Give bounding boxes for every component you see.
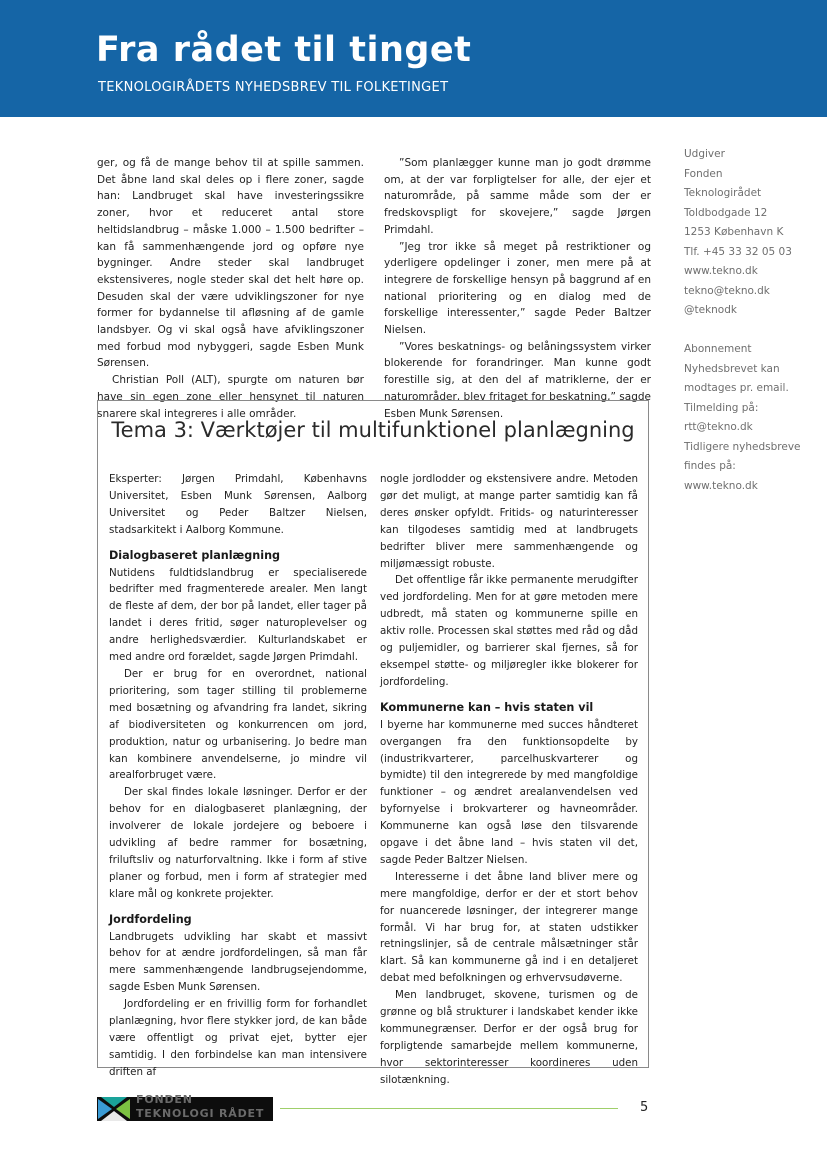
article-paragraph: ”Som planlægger kunne man jo godt drømme om, at der var forpligtelser for alle, der ejer et naturområde, på samme måde som der er fredskovspligt for skovejere,” sagde Jørgen Primdahl. <box>384 157 651 236</box>
article-paragraph: ”Vores beskatnings- og belåningssystem virker blokerende for forandringer. Man kunne godt forestille sig, at den del af matriklerne, der er naturområder, blev fritaget for beskatning,” sagde Esben Munk Sørensen. <box>384 340 651 420</box>
newsletter-title: Fra rådet til tinget <box>96 30 472 70</box>
article-paragraph: ”Jeg tror ikke så meget på restriktioner og yderligere opdelinger i zoner, men mere på at integrere de forskellige hensyn på baggrund af en national prioritering og en dialog med de forskellige interessenter,” sagde Peder Baltzer Nielsen. <box>384 240 651 337</box>
publisher-line: Teknologirådet <box>684 187 762 199</box>
subscription-heading: Abonnement <box>684 343 752 355</box>
page-number: 5 <box>640 1100 649 1115</box>
theme-paragraph: Landbrugets udvikling har skabt et massivt behov for at ændre jordfordelingen, så man får mere sammenhængende landbrugsejendomme, sagde Esben Munk Sørensen. <box>109 930 367 994</box>
theme-paragraph: Der er brug for en overordnet, national prioritering, som tager stilling til problemerne med bosætning og afvandring fra landet, sikring af biodiversiteten og konkurrencen om jord, produktion, natur og urbanisering. Jo bedre man kan kombinere anvendelserne, jo mindre vil arealforbruget være. <box>109 667 367 782</box>
publisher-line: Toldbodgade 12 <box>684 206 768 219</box>
experts-paragraph: Eksperter: Jørgen Primdahl, Københavns Universitet, Esben Munk Sørensen, Aalborg Universitet og Peder Baltzer Nielsen, stadsarkitekt i Aalborg Kommune. <box>109 473 367 536</box>
subscription-email-link[interactable]: rtt@tekno.dk <box>684 421 753 433</box>
theme-paragraph: Der skal findes lokale løsninger. Derfor er der behov for en dialogbaseret planlægning, der involverer de lokale jordejere og beboere i udvikling af bedre rammer for bosætning, friluftsliv og naturforvaltning. Ikke i form af stive planer og forbud, men i form af strategier med klare mål og konkrete projekter. <box>109 786 367 900</box>
logo-text-line2: TEKNOLOGI RÅDET <box>136 1107 265 1120</box>
newsletter-subtitle: TEKNOLOGIRÅDETS NYHEDSBREV TIL FOLKETINGET <box>98 80 449 95</box>
theme-column-2 <box>380 471 638 1089</box>
theme-paragraph: Interesserne i det åbne land bliver mere og mere mangfoldige, derfor er der et stort behov for nuancerede løsninger, der integrerer mange formål. Vi har brug for, at staten udstikker retningslinjer, så de centrale målsætninger står klart. Så kan kommunerne gå ind i en detaljeret debat med befolkningen og erhvervsudøverne. <box>380 870 638 985</box>
archive-website-link[interactable]: www.tekno.dk <box>684 479 758 492</box>
section-heading-kommunerne: Kommunerne kan – hvis staten vil <box>380 700 594 714</box>
header-banner <box>0 0 827 117</box>
subscription-line: findes på: <box>684 460 736 472</box>
section-heading-jordfordeling: Jordfordeling <box>109 912 192 926</box>
footer-divider <box>280 1108 618 1109</box>
teknologiraadet-logo <box>97 1093 273 1121</box>
twitter-handle[interactable]: @teknodk <box>684 304 737 316</box>
theme-box-title: Tema 3: Værktøjer til multifunktionel planlægning <box>111 418 635 442</box>
theme-paragraph: Nutidens fuldtidslandbrug er specialiserede bedrifter med fragmenterede arealer. Men langt de fleste af dem, der bor på landet, eller tager på landet i deres fritid, søger naturoplevelser og andre herlighedsværdier. Kulturlandskabet er med andre ord forældet, sagde Jørgen Primdahl. <box>109 566 367 664</box>
email-link[interactable]: tekno@tekno.dk <box>684 284 770 297</box>
theme-paragraph: Men landbruget, skovene, turismen og de grønne og blå strukturer i landskabet kender ikke kommunegrænser. Derfor er der også brug for forpligtende samarbejde mellem kommunerne, hvor sektorinteresser koordineres uden silotænkning. <box>380 989 638 1086</box>
section-heading-dialog: Dialogbaseret planlægning <box>109 548 281 562</box>
article-paragraph: Christian Poll (ALT), spurgte om naturen bør have sin egen zone eller hensynet til naturen snarere skal integreres i alle områder. <box>97 374 364 420</box>
logo-text-line1: FONDEN <box>136 1093 193 1106</box>
website-link[interactable]: www.tekno.dk <box>684 265 758 277</box>
theme-box <box>97 400 649 1086</box>
article-paragraph: ger, og få de mange behov til at spille sammen. Det åbne land skal deles op i flere zoner, sagde han: Landbruget skal have investeringssikre zoner, hvor et reduceret antal store heltidslandbrug – måske 1.000 – 1.500 bedrifter – kan få sammenhængende jord og opføre nye bygninger. Andre steder skal landbruget ekstensiveres, nogle steder skal det helt høre op. Desuden skal der være udviklingszoner for nye former for bydannelse til afløsning af de gamle landsbyer. Og vi skal også have afviklingszoner med forbud mod nybyggeri, sagde Esben Munk Sørensen. <box>97 157 364 370</box>
article-column-2 <box>384 155 651 422</box>
theme-paragraph: nogle jordlodder og ekstensivere andre. Metoden gør det muligt, at mange parter samtidig kan få deres ønsker opfyldt. Fritids- og naturinteresser kan tilgodeses samtidig med at landbrugets bedrifter bliver mere sammenhængende og miljømæssigt robuste. <box>380 473 638 570</box>
theme-paragraph: Jordfordeling er en frivillig form for forhandlet planlægning, hvor flere stykker jord, de kan både være offentligt og privat ejet, bytter ejer samtidig. I den forbindelse kan man intensivere driften af <box>109 998 367 1078</box>
logo-mark-icon <box>97 1097 131 1121</box>
subscription-line: Nyhedsbrevet kan <box>684 362 780 375</box>
subscription-line: modtages pr. email. <box>684 382 789 394</box>
theme-paragraph: I byerne har kommunerne med succes håndteret overgangen fra den funktionsopdelte by (industrikvarterer, parcelhuskvarterer og bymidte) til den integrerede by med mangfoldige funktioner – og ændret arealanvendelsen ved byfornyelse i brokvarterer og havneområder. Kommunerne kan også løse den tilsvarende opgave i det åbne land – hvis staten vil det, sagde Peder Baltzer Nielsen. <box>380 718 638 866</box>
theme-paragraph: Det offentlige får ikke permanente merudgifter ved jordfordeling. Men for at gøre metoden mere udbredt, må staten og kommunerne spille en aktiv rolle. Processen skal støttes med råd og dåd og puljemidler, og barrierer skal fjernes, så for eksempel støtte- og miljøregler ikke blokerer for jordfordeling. <box>380 574 638 688</box>
publisher-sidebar <box>684 145 814 496</box>
publisher-line: Fonden <box>684 167 723 180</box>
publisher-line: 1253 København K <box>684 226 784 238</box>
subscription-line: Tilmelding på: <box>684 401 759 414</box>
subscription-line: Tidligere nyhedsbreve <box>684 440 801 453</box>
article-column-1 <box>97 155 364 422</box>
phone-line: Tlf. +45 33 32 05 03 <box>684 245 792 258</box>
theme-column-1 <box>109 471 367 1081</box>
publisher-heading: Udgiver <box>684 148 725 160</box>
